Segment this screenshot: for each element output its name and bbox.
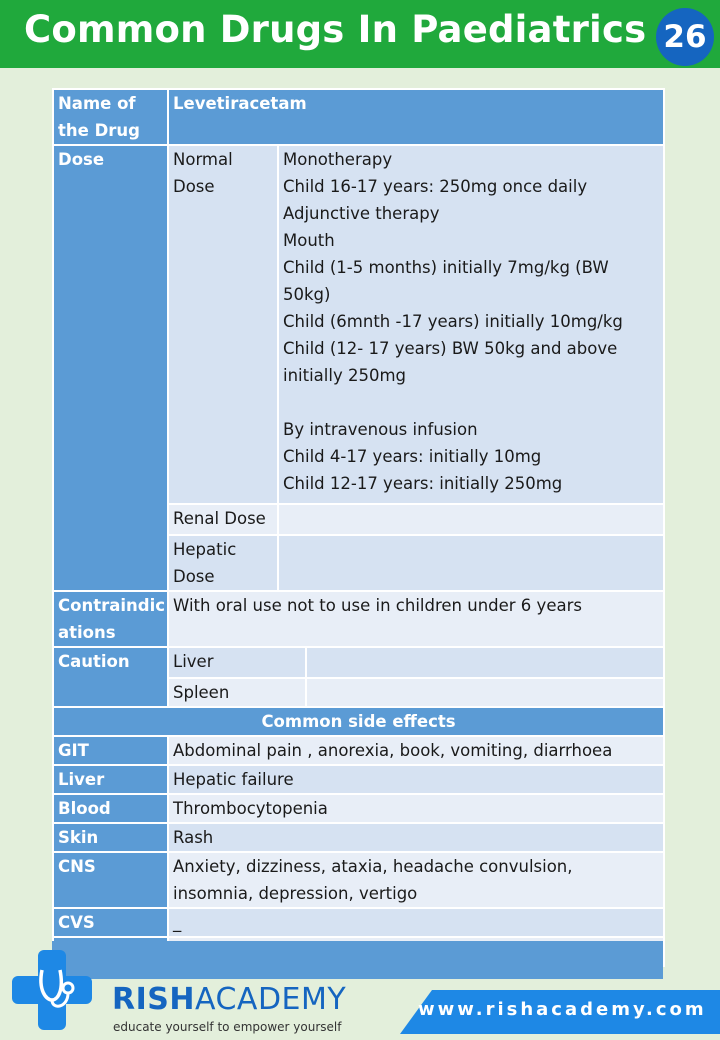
table-row — [53, 852, 664, 908]
table-row — [53, 736, 664, 765]
dose-line: Child (12- 17 years) BW 50kg and above initially 250mg — [283, 339, 618, 385]
drug-table — [52, 88, 665, 967]
hepatic-dose-label: Hepatic Dose — [168, 535, 278, 591]
side-effect-system: CNS — [53, 852, 168, 908]
contraindications-label: Contraindic ations — [53, 591, 168, 647]
table-row — [53, 89, 664, 145]
hepatic-dose-value — [278, 535, 664, 591]
dose-line: Monotherapy — [283, 150, 393, 169]
table-row — [53, 647, 664, 678]
dose-line: Child 16-17 years: 250mg once daily — [283, 177, 588, 196]
table-row — [53, 908, 664, 937]
drug-name-label: Name of the Drug — [53, 89, 168, 145]
dose-line: By intravenous infusion — [283, 420, 478, 439]
page-header — [0, 0, 720, 68]
normal-dose-label: Normal Dose — [168, 145, 278, 504]
dose-line — [283, 389, 659, 416]
side-effect-value: Abdominal pain , anorexia, book, vomiting, diarrhoea — [168, 736, 664, 765]
side-effect-value: Anxiety, dizziness, ataxia, headache convulsion, insomnia, depression, vertigo — [168, 852, 664, 908]
page-title: Common Drugs In Paediatrics — [24, 8, 647, 51]
table-row — [53, 823, 664, 852]
brand-regular: ACADEMY — [194, 982, 347, 1017]
renal-dose-label: Renal Dose — [168, 504, 278, 535]
side-effects-heading: Common side effects — [53, 707, 664, 736]
table-row — [53, 707, 664, 736]
caution-value — [306, 678, 664, 707]
table-row — [53, 145, 664, 504]
renal-dose-value — [278, 504, 664, 535]
website-link[interactable]: www.rishacademy.com — [418, 999, 707, 1020]
dose-line: Adjunctive therapy — [283, 204, 440, 223]
brand-tagline: educate yourself to empower yourself — [113, 1020, 342, 1034]
dose-line: Child (1-5 months) initially 7mg/kg (BW 50kg) — [283, 258, 609, 304]
caution-item: Spleen — [168, 678, 306, 707]
caution-item: Liver — [168, 647, 306, 678]
table-row — [53, 765, 664, 794]
caution-value — [306, 647, 664, 678]
drug-name-value: Levetiracetam — [168, 89, 664, 145]
drug-sheet — [52, 88, 663, 967]
brand-name — [112, 982, 346, 1017]
side-effect-system: GIT — [53, 736, 168, 765]
dose-line: Child (6mnth -17 years) initially 10mg/kg — [283, 312, 623, 331]
side-effect-value: _ — [168, 908, 664, 937]
side-effect-value: Rash — [168, 823, 664, 852]
dose-line: Child 4-17 years: initially 10mg — [283, 447, 542, 466]
brand-bold: RISH — [112, 982, 195, 1017]
dose-line: Mouth — [283, 231, 335, 250]
page-number-badge: 26 — [656, 8, 714, 66]
side-effect-system: Liver — [53, 765, 168, 794]
table-row — [53, 794, 664, 823]
side-effect-system: Skin — [53, 823, 168, 852]
side-effect-system: Blood — [53, 794, 168, 823]
contraindications-value: With oral use not to use in children under 6 years — [168, 591, 664, 647]
table-row — [53, 591, 664, 647]
dose-label: Dose — [53, 145, 168, 591]
table-footer-bar — [52, 941, 663, 979]
medical-cross-logo-icon — [10, 948, 94, 1032]
side-effect-value: Hepatic failure — [168, 765, 664, 794]
dose-line: Child 12-17 years: initially 250mg — [283, 474, 563, 493]
caution-label: Caution — [53, 647, 168, 707]
normal-dose-value — [278, 145, 664, 504]
side-effect-value: Thrombocytopenia — [168, 794, 664, 823]
side-effect-system: CVS — [53, 908, 168, 937]
